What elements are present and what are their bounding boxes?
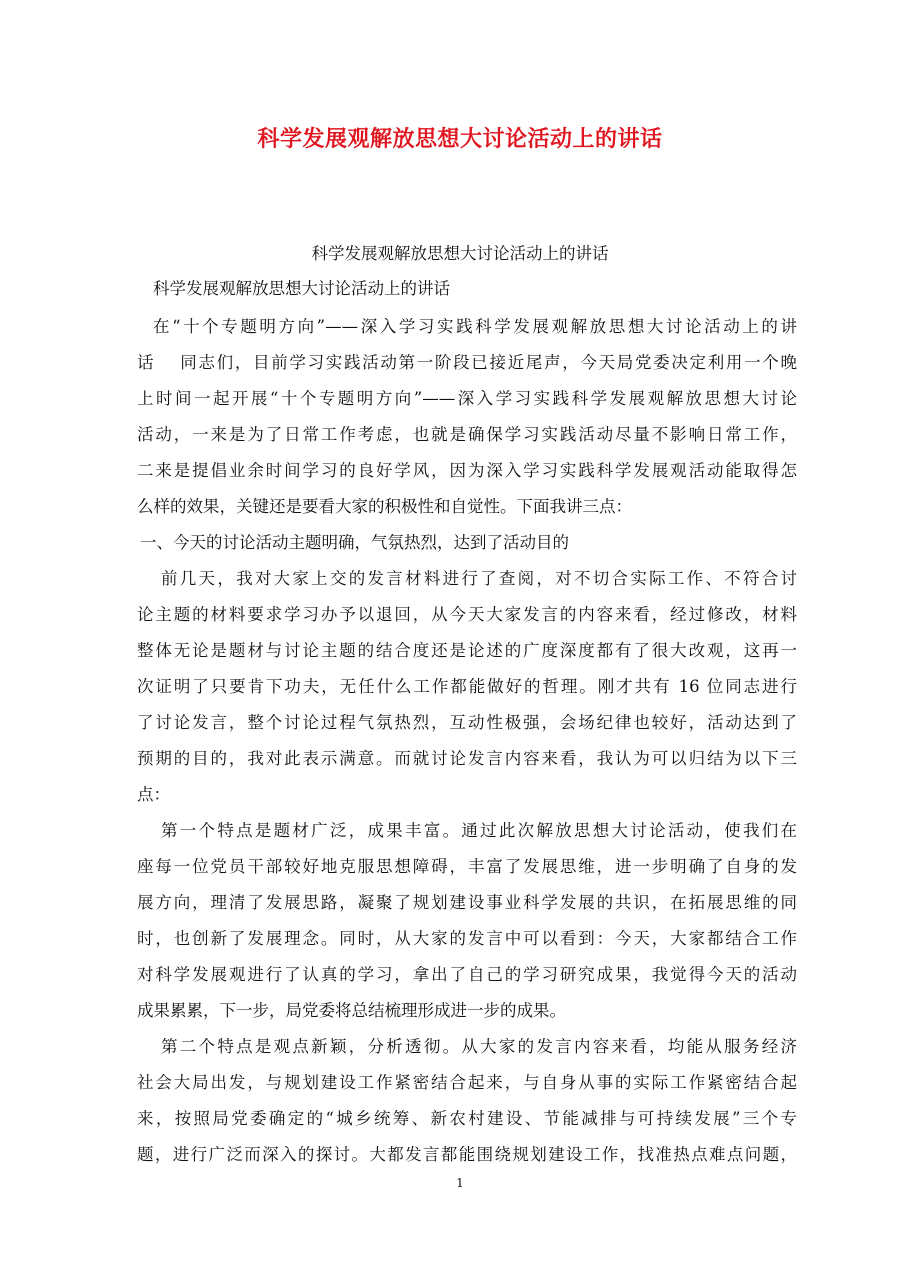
body-line: 了讨论发言，整个讨论过程气氛热烈，互动性极强，会场纪律也较好，活动达到了 <box>137 713 797 732</box>
body-line: 二来是提倡业余时间学习的良好学风，因为深入学习实践科学发展观活动能取得怎 <box>137 461 797 480</box>
body-line: 题，进行广泛而深入的探讨。大都发言都能围绕规划建设工作，找准热点难点问题， <box>137 1145 797 1164</box>
body-line: 整体无论是题材与讨论主题的结合度还是论述的广度深度都有了很大改观，这再一 <box>137 641 797 660</box>
body-line: 成果累累，下一步，局党委将总结梳理形成进一步的成果。 <box>137 1001 566 1020</box>
body-line: 点： <box>137 785 170 804</box>
body-line: 对科学发展观进行了认真的学习，拿出了自己的学习研究成果，我觉得今天的活动 <box>137 965 797 984</box>
body-line: 科学发展观解放思想大讨论活动上的讲话 <box>153 279 450 298</box>
body-line: 活动，一来是为了日常工作考虑，也就是确保学习实践活动尽量不影响日常工作， <box>137 425 797 444</box>
body-line: 座每一位党员干部较好地克服思想障碍，丰富了发展思维，进一步明确了自身的发 <box>137 857 797 876</box>
body-line: 么样的效果，关键还是要看大家的积极性和自觉性。下面我讲三点： <box>137 497 632 516</box>
body-line: 前几天，我对大家上交的发言材料进行了查阅，对不切合实际工作、不符合讨 <box>161 569 797 588</box>
page-number: 1 <box>456 1176 464 1190</box>
body-line: 第一个特点是题材广泛，成果丰富。通过此次解放思想大讨论活动，使我们在 <box>161 821 797 840</box>
body-line: 话 同志们，目前学习实践活动第一阶段已接近尾声，今天局党委决定利用一个晚 <box>137 353 797 372</box>
body-line: 时，也创新了发展理念。同时，从大家的发言中可以看到：今天，大家都结合工作 <box>137 929 797 948</box>
body-line: 第二个特点是观点新颖，分析透彻。从大家的发言内容来看，均能从服务经济 <box>161 1037 797 1056</box>
body-line: 展方向，理清了发展思路，凝聚了规划建设事业科学发展的共识，在拓展思维的同 <box>137 893 797 912</box>
body-line: 社会大局出发，与规划建设工作紧密结合起来，与自身从事的实际工作紧密结合起 <box>137 1073 797 1092</box>
body-line: 在“十个专题明方向”——深入学习实践科学发展观解放思想大讨论活动上的讲 <box>153 317 797 336</box>
document-subtitle: 科学发展观解放思想大讨论活动上的讲话 <box>311 244 609 263</box>
body-line: 上时间一起开展“十个专题明方向”——深入学习实践科学发展观解放思想大讨论 <box>137 389 797 408</box>
body-line: 来，按照局党委确定的“城乡统筹、新农村建设、节能减排与可持续发展”三个专 <box>137 1109 797 1128</box>
body-line: 论主题的材料要求学习办予以退回，从今天大家发言的内容来看，经过修改，材料 <box>137 605 797 624</box>
body-line: 次证明了只要肯下功夫，无任什么工作都能做好的哲理。刚才共有 16 位同志进行 <box>137 677 797 696</box>
document-title: 科学发展观解放思想大讨论活动上的讲话 <box>257 126 663 152</box>
section-heading: 一、今天的讨论活动主题明确，气氛热烈，达到了活动目的 <box>140 533 569 552</box>
body-line: 预期的目的，我对此表示满意。而就讨论发言内容来看，我认为可以归结为以下三 <box>137 749 797 768</box>
